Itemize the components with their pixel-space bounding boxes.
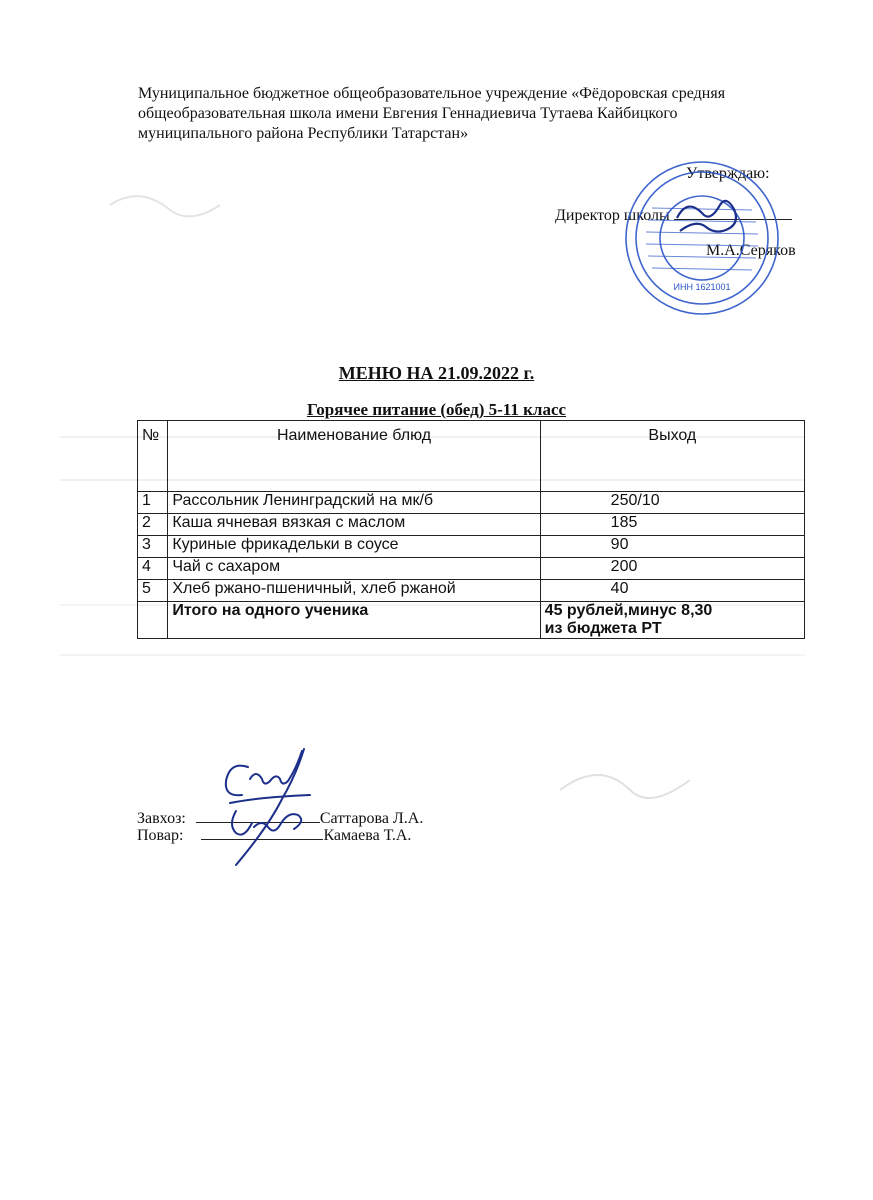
column-header-output: Выход xyxy=(540,421,804,492)
dish-output: 90 xyxy=(540,536,804,558)
total-row xyxy=(138,602,805,639)
row-number: 5 xyxy=(138,580,168,602)
organization-line-2: общеобразовательная школа имени Евгения Геннадиевича Тутаева Кайбицкого xyxy=(138,105,678,122)
total-value-line-1: 45 рублей,минус 8,30 xyxy=(544,602,713,619)
school-stamp xyxy=(622,158,782,318)
dish-output: 185 xyxy=(540,514,804,536)
total-number-cell xyxy=(138,602,168,639)
total-value xyxy=(540,602,804,639)
storekeeper-label: Завхоз: xyxy=(137,810,186,827)
dish-name: Куриные фрикадельки в соусе xyxy=(168,536,540,558)
handwritten-signatures-icon xyxy=(210,745,330,870)
cook-name: Камаева Т.А. xyxy=(323,827,412,844)
dish-output: 250/10 xyxy=(540,492,804,514)
table-row xyxy=(138,580,805,602)
organization-line-1: Муниципальное бюджетное общеобразовательное учреждение «Фёдоровская средняя xyxy=(138,85,726,102)
dish-name: Рассольник Ленинградский на мк/б xyxy=(168,492,540,514)
storekeeper-name: Саттарова Л.А. xyxy=(319,810,424,827)
total-label: Итого на одного ученика xyxy=(168,602,540,639)
row-number: 3 xyxy=(138,536,168,558)
row-number: 4 xyxy=(138,558,168,580)
dish-name: Хлеб ржано-пшеничный, хлеб ржаной xyxy=(168,580,540,602)
column-header-dish-name: Наименование блюд xyxy=(168,421,540,492)
approval-label: Утверждаю: xyxy=(686,165,770,182)
dish-output: 40 xyxy=(540,580,804,602)
total-value-line-2: из бюджета РТ xyxy=(544,620,662,637)
table-row xyxy=(138,536,805,558)
menu-subtitle: Горячее питание (обед) 5-11 класс xyxy=(306,400,567,419)
row-number: 1 xyxy=(138,492,168,514)
dish-name: Чай с сахаром xyxy=(168,558,540,580)
dish-output: 200 xyxy=(540,558,804,580)
cook-label: Повар: xyxy=(137,827,184,844)
director-name: М.А.Серяков xyxy=(706,242,796,259)
table-row xyxy=(138,492,805,514)
menu-table-header-row xyxy=(138,421,805,492)
director-signature-icon xyxy=(677,201,736,232)
organization-header xyxy=(138,84,788,144)
stamp-tax-id: ИНН 1621001 xyxy=(673,282,731,292)
column-header-number: № xyxy=(138,421,168,492)
director-position-text: Директор школы xyxy=(555,207,670,224)
dish-name: Каша ячневая вязкая с маслом xyxy=(168,514,540,536)
organization-line-3: муниципального района Республики Татарстан» xyxy=(138,125,469,142)
menu-table xyxy=(137,420,805,639)
menu-title: МЕНЮ НА 21.09.2022 г. xyxy=(338,363,535,383)
table-row xyxy=(138,558,805,580)
table-row xyxy=(138,514,805,536)
row-number: 2 xyxy=(138,514,168,536)
